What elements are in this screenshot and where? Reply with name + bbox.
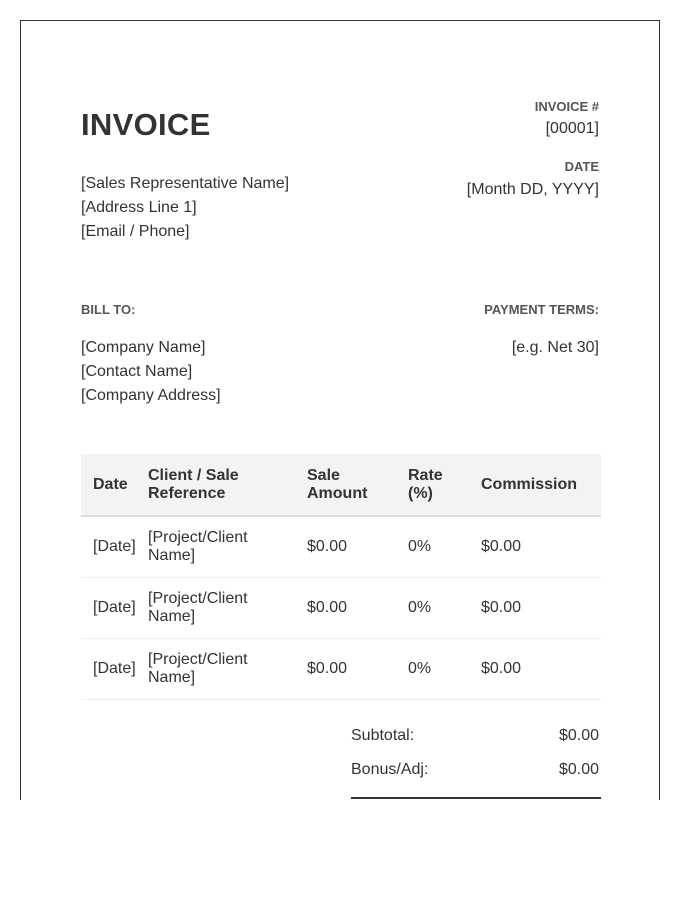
cell-reference: [Project/Client Name] bbox=[148, 639, 295, 700]
cell-rate: 0% bbox=[396, 639, 469, 700]
header-commission: Commission bbox=[469, 454, 601, 516]
header-date: Date bbox=[81, 454, 148, 516]
cell-sale-amount: $0.00 bbox=[295, 516, 396, 578]
cell-commission: $0.00 bbox=[469, 639, 601, 700]
date-label: DATE bbox=[564, 159, 599, 174]
table-row bbox=[81, 639, 601, 700]
invoice-number-label: INVOICE # bbox=[534, 99, 599, 114]
totals-divider bbox=[351, 797, 601, 799]
bonus-value: $0.00 bbox=[558, 761, 599, 778]
header-reference: Client / Sale Reference bbox=[148, 454, 295, 516]
sales-rep-contact: [Email / Phone] bbox=[81, 223, 190, 240]
cell-reference: [Project/Client Name] bbox=[148, 578, 295, 639]
cell-rate: 0% bbox=[396, 516, 469, 578]
cell-date: [Date] bbox=[81, 578, 148, 639]
cell-rate: 0% bbox=[396, 578, 469, 639]
header-sale-amount: Sale Amount bbox=[295, 454, 396, 516]
commission-table bbox=[81, 454, 601, 700]
bill-to-company: [Company Name] bbox=[81, 339, 206, 356]
bill-to-label: BILL TO: bbox=[81, 302, 136, 317]
date-value: [Month DD, YYYY] bbox=[466, 181, 599, 198]
sales-rep-name: [Sales Representative Name] bbox=[81, 175, 290, 192]
invoice-sheet bbox=[20, 20, 660, 800]
bill-to-contact: [Contact Name] bbox=[81, 363, 193, 380]
invoice-number-value: [00001] bbox=[545, 120, 599, 137]
sales-rep-address: [Address Line 1] bbox=[81, 199, 197, 216]
table-header-row bbox=[81, 454, 601, 516]
cell-commission: $0.00 bbox=[469, 516, 601, 578]
cell-date: [Date] bbox=[81, 639, 148, 700]
subtotal-value: $0.00 bbox=[558, 727, 599, 744]
payment-terms-label: PAYMENT TERMS: bbox=[484, 302, 599, 317]
bill-to-address: [Company Address] bbox=[81, 387, 221, 404]
invoice-title: INVOICE bbox=[81, 107, 211, 142]
cell-sale-amount: $0.00 bbox=[295, 578, 396, 639]
bonus-label: Bonus/Adj: bbox=[351, 761, 429, 778]
cell-commission: $0.00 bbox=[469, 578, 601, 639]
cell-sale-amount: $0.00 bbox=[295, 639, 396, 700]
header-rate: Rate (%) bbox=[396, 454, 469, 516]
cell-date: [Date] bbox=[81, 516, 148, 578]
table-row bbox=[81, 516, 601, 578]
subtotal-label: Subtotal: bbox=[351, 727, 415, 744]
payment-terms-value: [e.g. Net 30] bbox=[511, 339, 599, 356]
cell-reference: [Project/Client Name] bbox=[148, 516, 295, 578]
table-row bbox=[81, 578, 601, 639]
